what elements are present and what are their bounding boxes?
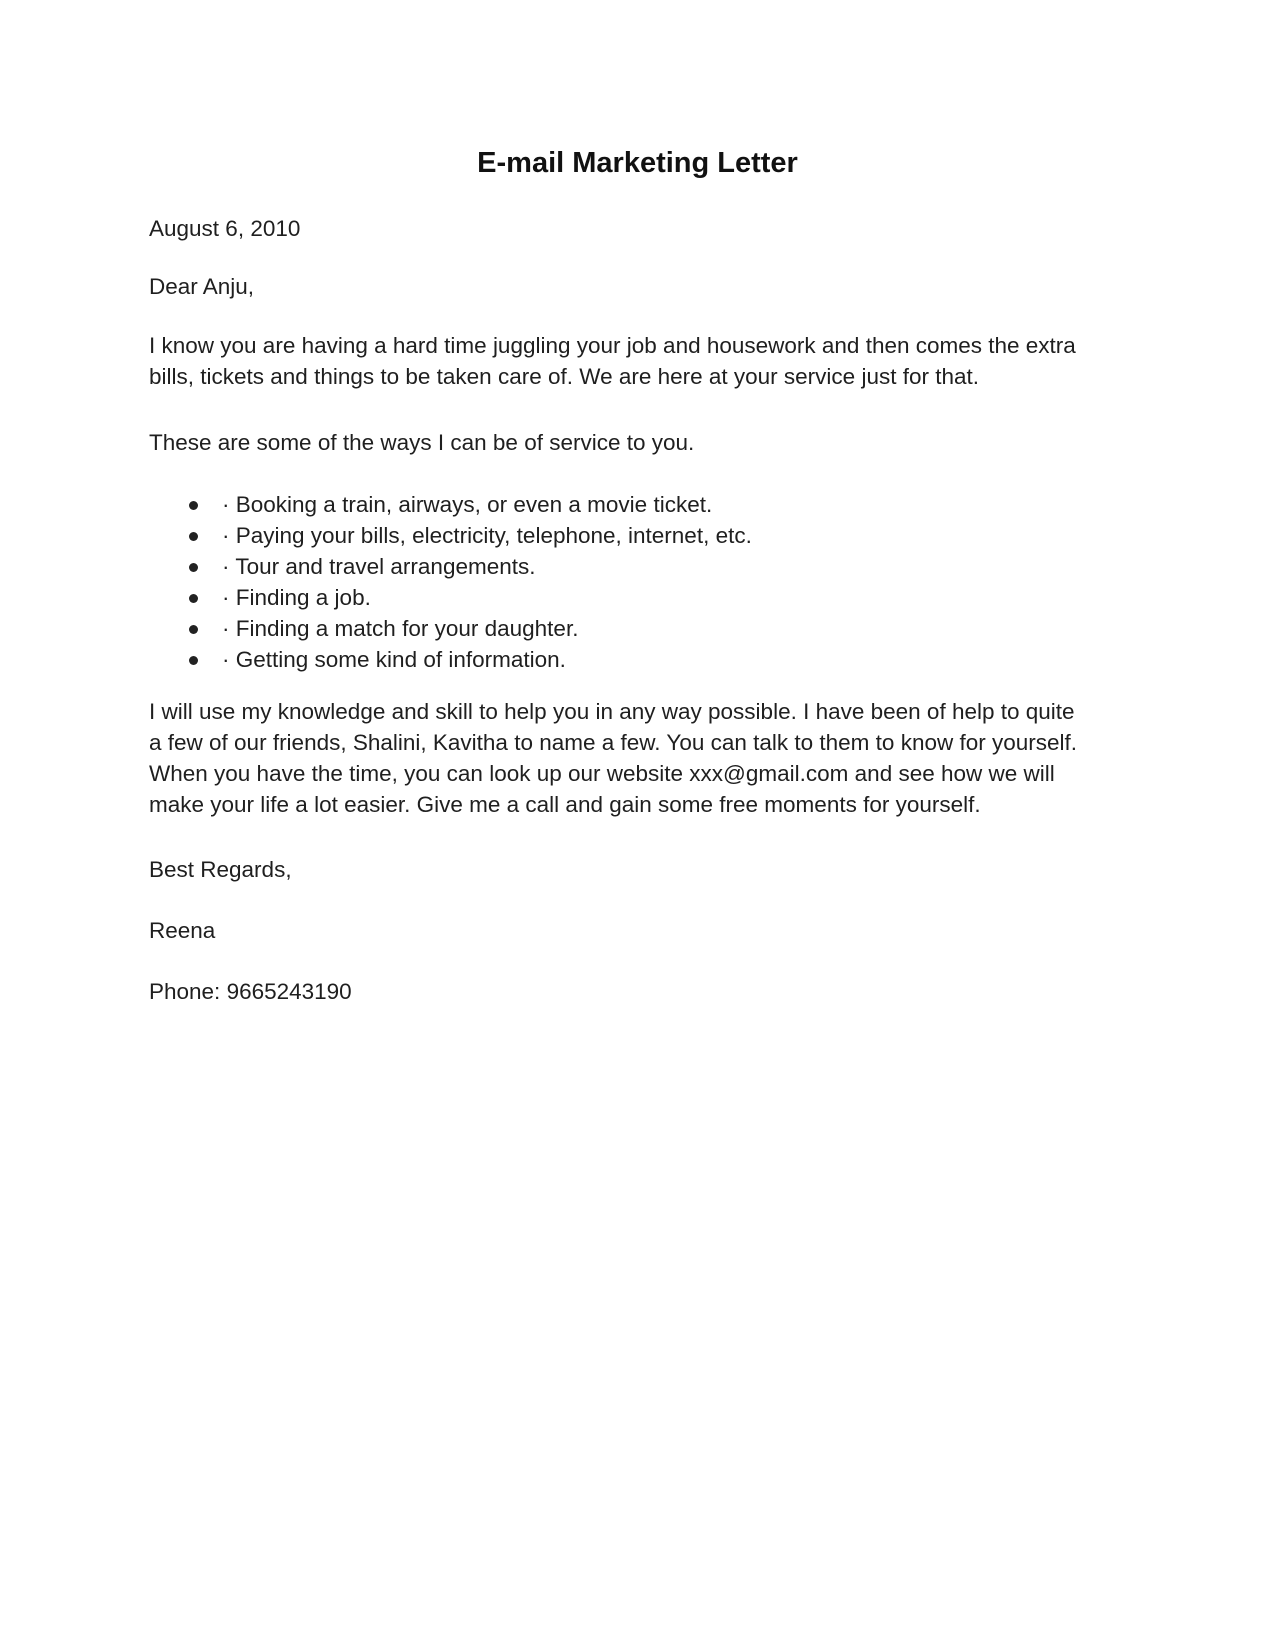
bullet-icon — [189, 532, 198, 541]
list-item — [149, 489, 1139, 520]
intro-line: I know you are having a hard time juggling your job and housework and then comes the extra — [149, 333, 1076, 358]
salutation: Dear Anju, — [149, 274, 255, 299]
closing-line: make your life a lot easier. Give me a call and gain some free moments for yourself. — [149, 792, 981, 817]
list-item — [149, 613, 1139, 644]
intro-paragraph — [149, 330, 1139, 392]
list-item-text: · Booking a train, airways, or even a movie ticket. — [222, 492, 713, 517]
list-item — [149, 582, 1139, 613]
sender-name: Reena — [149, 918, 216, 943]
page-title: E-mail Marketing Letter — [477, 147, 798, 179]
bullet-icon — [189, 563, 198, 572]
list-item-text: · Tour and travel arrangements. — [222, 554, 536, 579]
list-item — [149, 551, 1139, 582]
signoff: Best Regards, — [149, 857, 292, 882]
closing-line: I will use my knowledge and skill to help you in any way possible. I have been of help to quite — [149, 699, 1075, 724]
phone-line: Phone: 9665243190 — [149, 979, 352, 1004]
bullet-icon — [189, 656, 198, 665]
bullet-icon — [189, 625, 198, 634]
bullet-icon — [189, 594, 198, 603]
intro-line: bills, tickets and things to be taken care of. We are here at your service just for that. — [149, 364, 979, 389]
list-item-text: · Finding a match for your daughter. — [222, 616, 579, 641]
list-item-text: · Paying your bills, electricity, telephone, internet, etc. — [222, 523, 752, 548]
list-item — [149, 644, 1139, 675]
closing-line: a few of our friends, Shalini, Kavitha to name a few. You can talk to them to know for yourself. — [149, 730, 1078, 755]
closing-paragraph — [149, 696, 1139, 820]
services-list — [149, 489, 1139, 675]
list-item-text: · Finding a job. — [222, 585, 371, 610]
bullet-icon — [189, 501, 198, 510]
list-item — [149, 520, 1139, 551]
list-item-text: · Getting some kind of information. — [222, 647, 566, 672]
services-lead: These are some of the ways I can be of service to you. — [149, 430, 695, 455]
closing-line: When you have the time, you can look up our website xxx@gmail.com and see how we will — [149, 761, 1055, 786]
letter-date: August 6, 2010 — [149, 216, 301, 241]
